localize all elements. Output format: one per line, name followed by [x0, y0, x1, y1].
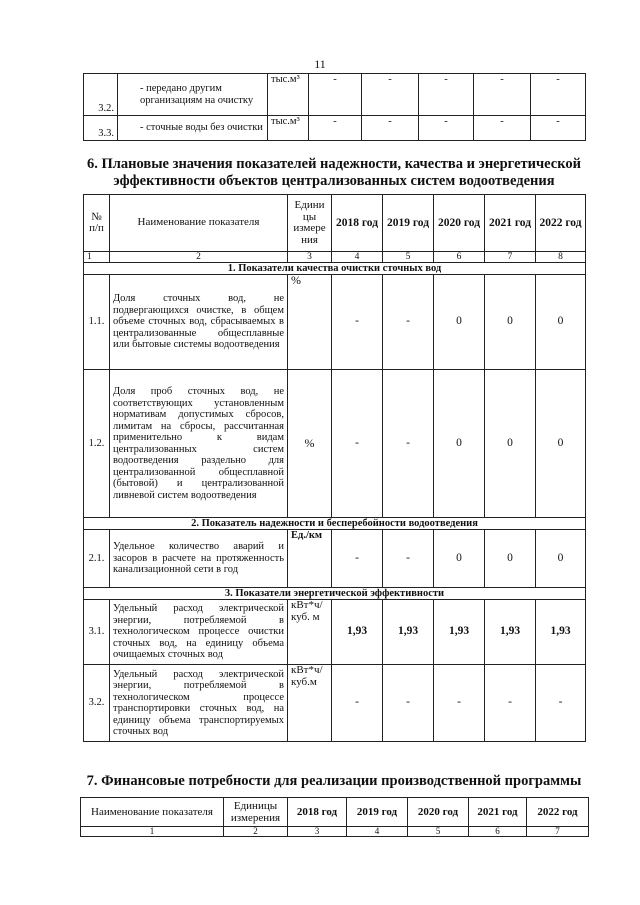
column-number: 6	[469, 827, 527, 837]
row-value: 1,93	[383, 600, 434, 665]
row-value: -	[362, 74, 419, 116]
row-number: 3.2.	[84, 74, 118, 116]
column-number: 3	[288, 252, 332, 263]
section-6-heading	[84, 156, 584, 190]
header-row	[84, 195, 586, 252]
row-value: 0	[485, 275, 536, 370]
table-row	[84, 530, 586, 588]
row-name: - сточные воды без очистки	[118, 116, 268, 141]
row-value: -	[474, 74, 531, 116]
row-unit: %	[288, 275, 332, 370]
row-value: -	[383, 530, 434, 588]
row-value: 1,93	[332, 600, 383, 665]
column-number: 5	[408, 827, 469, 837]
row-value: -	[332, 275, 383, 370]
column-number-row	[84, 252, 586, 263]
row-value: -	[419, 116, 474, 141]
row-value: 0	[485, 370, 536, 518]
row-unit: тыс.м³	[268, 74, 309, 116]
column-number: 7	[485, 252, 536, 263]
row-unit: Ед./км	[288, 530, 332, 588]
header-unit: Едини цы измере ния	[288, 195, 332, 252]
section-6-title-line-2: эффективности объектов централизованных систем водоотведения	[113, 173, 555, 189]
row-name: Удельное количество аварий и засоров в расчете на протяженность канализационной сети в год	[110, 530, 288, 588]
row-value: 0	[536, 275, 586, 370]
header-cell: Наименование показателя	[81, 798, 224, 827]
header-cell: 2019 год	[347, 798, 408, 827]
row-value: -	[383, 275, 434, 370]
section-6-title-line-1: 6. Плановые значения показателей надежности, качества и энергетической	[87, 156, 581, 172]
row-value: 1,93	[536, 600, 586, 665]
row-value: 1,93	[485, 600, 536, 665]
row-value: -	[419, 74, 474, 116]
continuation-table	[83, 73, 586, 141]
header-year: 2021 год	[485, 195, 536, 252]
row-value: 0	[536, 370, 586, 518]
indicators-table	[83, 194, 586, 742]
row-unit: тыс.м³	[268, 116, 309, 141]
group-title: 2. Показатель надежности и бесперебойности водоотведения	[84, 518, 586, 530]
row-value: -	[332, 665, 383, 742]
group-title-row	[84, 263, 586, 275]
row-name: Доля сточных вод, не подвергающихся очистке, в общем объеме сточных вод, сбрасываемых в централизованные общесплавные или бытовые системы водоотведения	[110, 275, 288, 370]
row-value: -	[531, 74, 586, 116]
header-cell: 2020 год	[408, 798, 469, 827]
row-unit: кВт*ч/ куб.м	[288, 665, 332, 742]
group-title-row	[84, 588, 586, 600]
row-value: -	[434, 665, 485, 742]
row-value: 0	[485, 530, 536, 588]
table-row	[84, 665, 586, 742]
row-name: - передано другим организациям на очистку	[118, 74, 268, 116]
row-value: 0	[434, 530, 485, 588]
row-value: -	[332, 530, 383, 588]
row-value: 1,93	[434, 600, 485, 665]
column-number: 7	[527, 827, 589, 837]
row-number: 1.1.	[84, 275, 110, 370]
header-cell: 2022 год	[527, 798, 589, 827]
header-name: Наименование показателя	[110, 195, 288, 252]
header-year: 2018 год	[332, 195, 383, 252]
column-number: 4	[347, 827, 408, 837]
table-row	[84, 600, 586, 665]
header-cell: 2021 год	[469, 798, 527, 827]
row-number: 3.3.	[84, 116, 118, 141]
column-number: 2	[224, 827, 288, 837]
row-number: 1.2.	[84, 370, 110, 518]
header-cell: Единицы измерения	[224, 798, 288, 827]
column-number: 2	[110, 252, 288, 263]
row-unit: %	[288, 370, 332, 518]
table-row	[84, 74, 586, 116]
table-row	[84, 116, 586, 141]
column-number: 1	[81, 827, 224, 837]
row-number: 3.2.	[84, 665, 110, 742]
column-number: 4	[332, 252, 383, 263]
column-number: 1	[84, 252, 110, 263]
group-title: 1. Показатели качества очистки сточных вод	[84, 263, 586, 275]
row-value: -	[309, 116, 362, 141]
table-row	[84, 275, 586, 370]
row-value: -	[362, 116, 419, 141]
row-value: 0	[434, 370, 485, 518]
row-value: -	[474, 116, 531, 141]
row-value: -	[485, 665, 536, 742]
column-number: 3	[288, 827, 347, 837]
header-year: 2019 год	[383, 195, 434, 252]
header-cell: 2018 год	[288, 798, 347, 827]
row-name: Удельный расход электрической энергии, потребляемой в технологическом процессе транспортировки сточных вод, на единицу объема транспортируемых сточных вод	[110, 665, 288, 742]
row-unit: кВт*ч/ куб. м	[288, 600, 332, 665]
column-number-row	[81, 827, 589, 837]
column-number: 8	[536, 252, 586, 263]
row-value: -	[383, 370, 434, 518]
finance-table	[80, 797, 589, 837]
row-name: Удельный расход электрической энергии, потребляемой в технологическом процессе очистки сточных вод, на единицу объема очищаемых сточных вод	[110, 600, 288, 665]
table-row	[84, 370, 586, 518]
row-value: 0	[434, 275, 485, 370]
row-value: 0	[536, 530, 586, 588]
row-number: 2.1.	[84, 530, 110, 588]
row-value: -	[332, 370, 383, 518]
group-title-row	[84, 518, 586, 530]
column-number: 5	[383, 252, 434, 263]
group-title: 3. Показатели энергетической эффективности	[84, 588, 586, 600]
row-value: -	[536, 665, 586, 742]
page-number: 11	[314, 57, 326, 71]
row-name: Доля проб сточных вод, не соответствующих установленным нормативам допустимых сбросов, лимитам на сбросы, рассчитанная применительно к видам централизованных систем водоотведения раздельно для централизованной общесплавной (бытовой) и централизованной ливневой систем водоотведения	[110, 370, 288, 518]
header-num: № п/п	[84, 195, 110, 252]
header-year: 2022 год	[536, 195, 586, 252]
row-value: -	[383, 665, 434, 742]
header-year: 2020 год	[434, 195, 485, 252]
row-number: 3.1.	[84, 600, 110, 665]
column-number: 6	[434, 252, 485, 263]
row-value: -	[309, 74, 362, 116]
row-value: -	[531, 116, 586, 141]
section-7-heading: 7. Финансовые потребности для реализации производственной программы	[86, 773, 582, 789]
header-row	[81, 798, 589, 827]
